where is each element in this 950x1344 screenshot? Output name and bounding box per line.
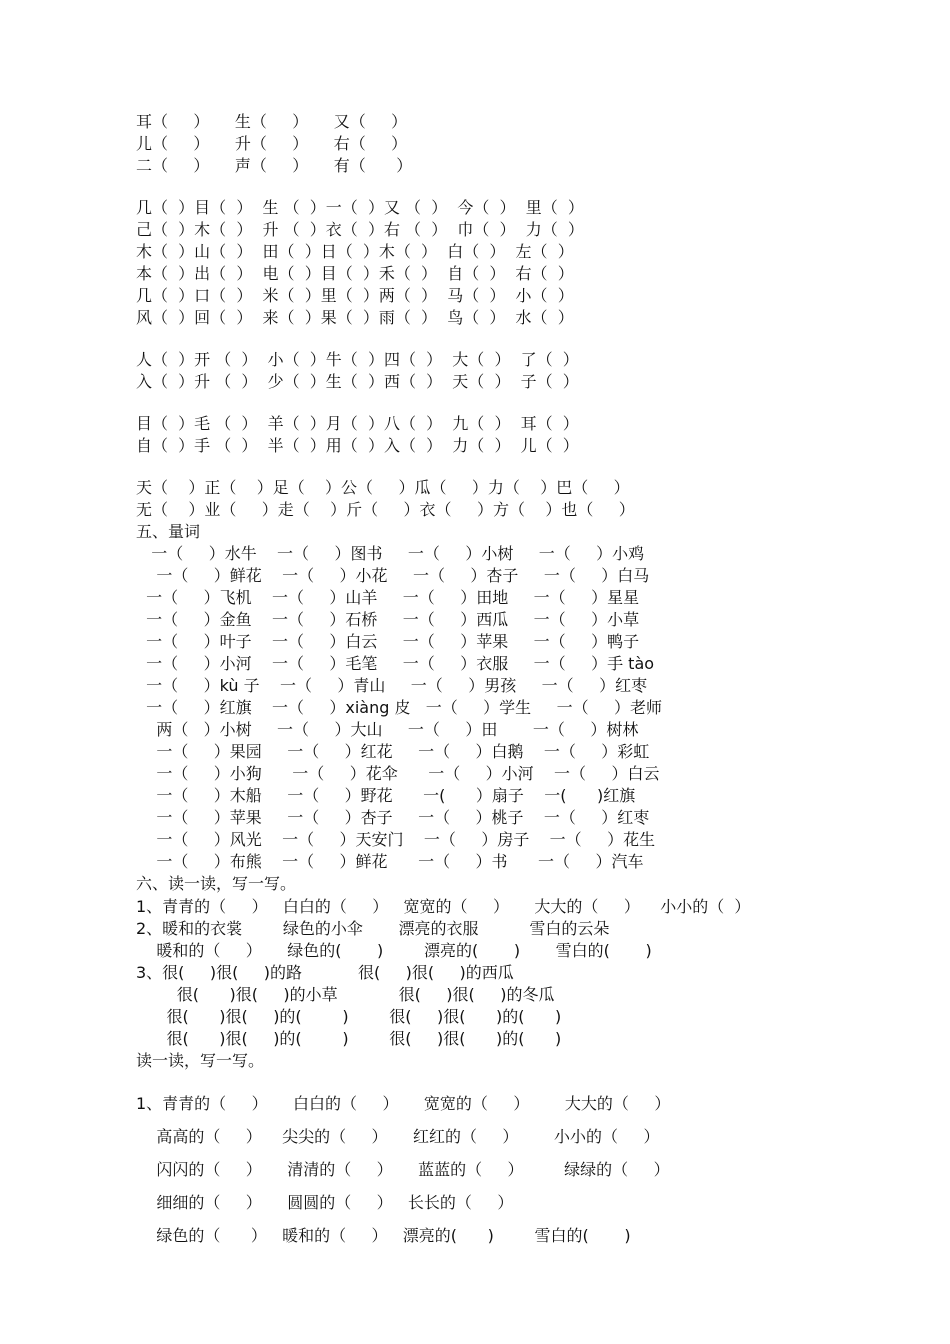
text-line: 暖和的（ ） 绿色的( ) 漂亮的( ) 雪白的( ) [136,941,652,960]
text-line: 1、青青的（ ） 白白的（ ） 宽宽的（ ） 大大的（ ） [136,1094,671,1113]
text-line: 一（ ）小狗 一（ ）花伞 一（ ）小河 一（ ）白云 [136,764,660,783]
text-line: 一（ ）叶子 一（ ）白云 一（ ）苹果 一（ ）鸭子 [136,632,640,651]
text-line: 一（ ）果园 一（ ）红花 一（ ）白鹅 一（ ）彩虹 [136,742,650,761]
text-line: 二（ ） 声（ ） 有（ ） [136,156,413,175]
text-line: 两（ ）小树 一（ ）大山 一（ ）田 一（ ）树林 [136,720,639,739]
text-line: 很( )很( )的( ) 很( )很( )的( ) [136,1029,562,1048]
text-line: 很( )很( )的( ) 很( )很( )的( ) [136,1007,562,1026]
text-line: 一（ ）红旗 一（ ）xiàng 皮 一（ ）学生 一（ ）老师 [136,698,663,717]
text-line: 绿色的（ ） 暖和的（ ） 漂亮的( ) 雪白的( ) [136,1226,631,1245]
section-heading: 六、读一读，写一写。 [136,874,297,893]
text-line: 一（ ）水牛 一（ ）图书 一（ ）小树 一（ ）小鸡 [136,544,645,563]
section-heading: 五、量词 [136,522,201,541]
text-line: 3、很( )很( )的路 很( )很( )的西瓜 [136,963,514,982]
text-line: 几（ ）口（ ） 米（ ）里（ ）两（ ） 马（ ） 小（ ） [136,286,574,305]
text-line: 一（ ）木船 一（ ）野花 一( ）扇子 一( )红旗 [136,786,636,805]
text-line: 己（ ）木（ ） 升 （ ）衣（ ）右 （ ） 巾（ ） 力（ ） [136,220,584,239]
text-line: 一（ ）苹果 一（ ）杏子 一（ ）桃子 一（ ）红枣 [136,808,650,827]
text-line: 高高的（ ） 尖尖的（ ） 红红的（ ） 小小的（ ） [136,1127,660,1146]
text-line: 一（ ）布熊 一（ ）鲜花 一（ ）书 一（ ）汽车 [136,852,644,871]
text-line: 无（ ）业（ ）走（ ）斤（ ）衣（ ）方（ ）也（ ） [136,500,635,519]
section-heading: 读一读，写一写。 [136,1051,265,1070]
text-line: 2、暖和的衣裳 绿色的小伞 漂亮的衣服 雪白的云朵 [136,919,610,938]
text-line: 1、青青的（ ） 白白的（ ） 宽宽的（ ） 大大的（ ） 小小的（ ） [136,897,751,916]
text-line: 天（ ）正（ ）足（ ）公（ ）瓜（ ）力（ ）巴（ ） [136,478,630,497]
text-line: 入（ ）升 （ ） 少（ ）生（ ）西（ ） 天（ ） 子（ ） [136,372,579,391]
text-line: 一（ ）小河 一（ ）毛笔 一（ ）衣服 一（ ）手 tào [136,654,655,673]
text-line: 很( )很( )的小草 很( )很( )的冬瓜 [136,985,555,1004]
text-line: 闪闪的（ ） 清清的（ ） 蓝蓝的（ ） 绿绿的（ ） [136,1160,670,1179]
text-line: 木（ ）山（ ） 田（ ）日（ ）木（ ） 白（ ） 左（ ） [136,242,574,261]
text-line: 一（ ）kù 子 一（ ）青山 一（ ）男孩 一（ ）红枣 [136,676,648,695]
text-line: 细细的（ ） 圆圆的（ ） 长长的（ ） [136,1193,514,1212]
text-line: 耳（ ） 生（ ） 又（ ） [136,112,408,131]
text-line: 人（ ）开 （ ） 小（ ）牛（ ）四（ ） 大（ ） 了（ ） [136,350,579,369]
text-line: 风（ ）回（ ） 来（ ）果（ ）雨（ ） 鸟（ ） 水（ ） [136,308,574,327]
text-line: 目（ ）毛 （ ） 羊（ ）月（ ）八（ ） 九（ ） 耳（ ） [136,414,579,433]
text-line: 本（ ）出（ ） 电（ ）目（ ）禾（ ） 自（ ） 右（ ） [136,264,574,283]
text-line: 一（ ）风光 一（ ）天安门 一（ ）房子 一（ ）花生 [136,830,656,849]
text-line: 儿（ ） 升（ ） 右（ ） [136,134,408,153]
text-line: 自（ ）手 （ ） 半（ ）用（ ）入（ ） 力（ ） 儿（ ） [136,436,579,455]
text-line: 一（ ）金鱼 一（ ）石桥 一（ ）西瓜 一（ ）小草 [136,610,640,629]
text-line: 一（ ）飞机 一（ ）山羊 一（ ）田地 一（ ）星星 [136,588,640,607]
text-line: 几（ ）目（ ） 生 （ ）一（ ）又 （ ） 今（ ） 里（ ） [136,198,584,217]
text-line: 一（ ）鲜花 一（ ）小花 一（ ）杏子 一（ ）白马 [136,566,650,585]
